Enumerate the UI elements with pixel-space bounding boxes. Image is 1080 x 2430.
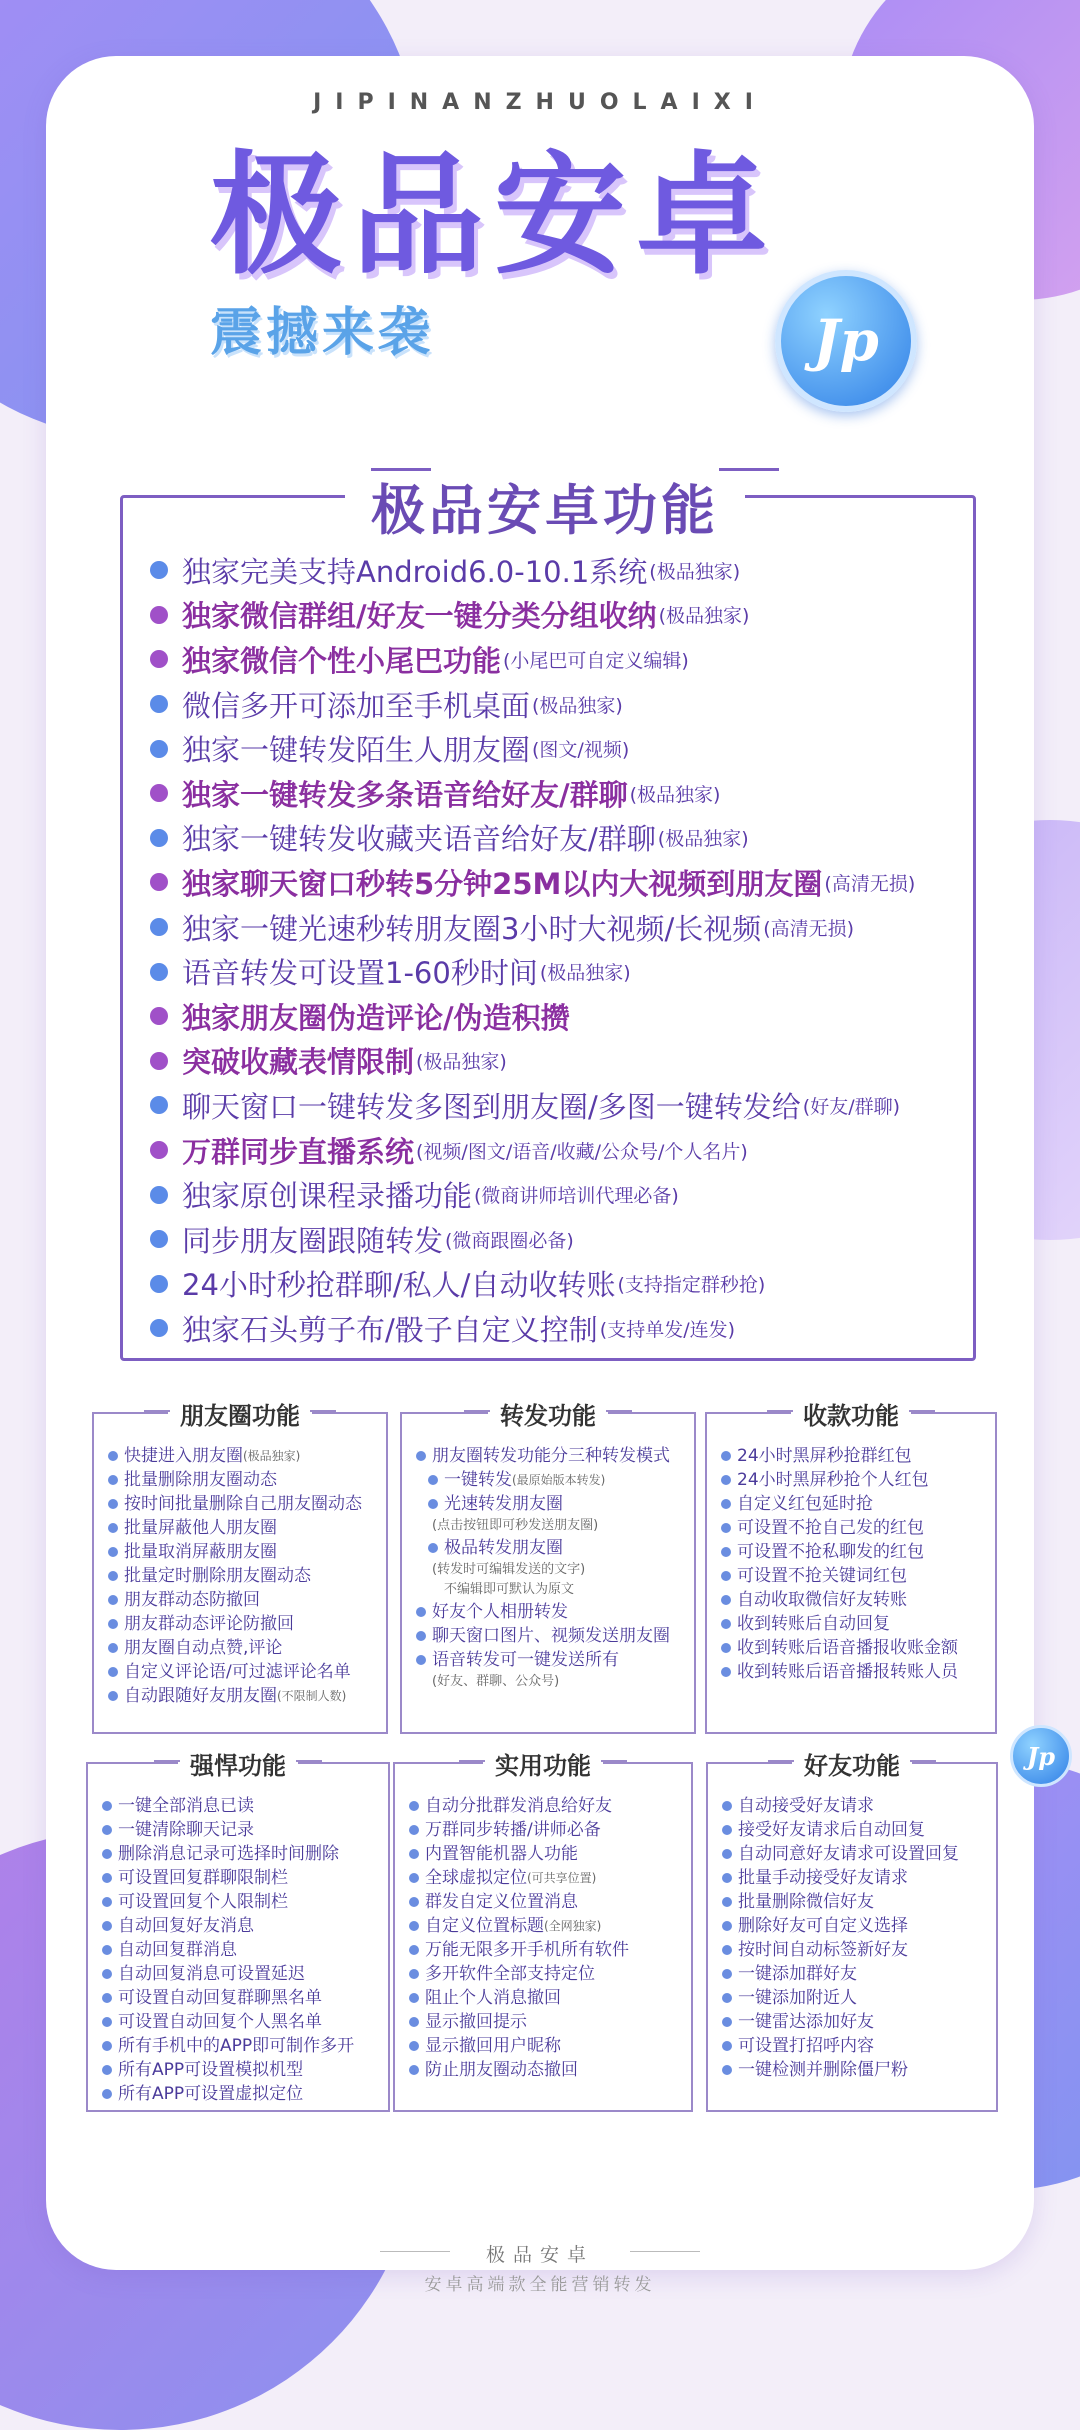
footer-tagline: 安卓高端款全能营销转发 bbox=[424, 2275, 656, 2295]
feature-item bbox=[150, 860, 960, 905]
bullet-icon bbox=[721, 1571, 731, 1581]
panel-forward bbox=[400, 1402, 696, 1734]
list-item: 可设置不抢自己发的红包 bbox=[721, 1516, 987, 1540]
feature-text: 独家一键转发多条语音给好友/群聊 bbox=[182, 777, 628, 812]
list-item: 删除消息记录可选择时间删除 bbox=[102, 1842, 380, 1866]
list-item: 自动回复消息可设置延迟 bbox=[102, 1962, 380, 1986]
list-item: 自动接受好友请求 bbox=[722, 1794, 988, 1818]
panel-moments bbox=[92, 1402, 388, 1734]
feature-note: (微商讲师培训代理必备) bbox=[474, 1185, 679, 1208]
bullet-icon bbox=[150, 561, 168, 579]
feature-text: 独家朋友圈伪造评论/伪造积攒 bbox=[182, 1000, 570, 1035]
bullet-icon bbox=[722, 1825, 732, 1835]
feature-text: 同步朋友圈跟随转发 bbox=[182, 1223, 444, 1258]
list-item: 可设置自动回复个人黑名单 bbox=[102, 2010, 380, 2034]
list-item: 语音转发可一键发送所有 bbox=[416, 1648, 686, 1672]
bullet-icon bbox=[150, 606, 168, 624]
feature-item bbox=[150, 548, 960, 593]
bullet-icon bbox=[416, 1631, 426, 1641]
list-item: 阻止个人消息撤回 bbox=[409, 1986, 683, 2010]
feature-text: 万群同步直播系统 bbox=[182, 1134, 415, 1169]
bullet-icon bbox=[722, 2017, 732, 2027]
page-title: 极品安卓 bbox=[210, 139, 778, 293]
bullet-icon bbox=[428, 1475, 438, 1485]
list-item: 一键添加群好友 bbox=[722, 1962, 988, 1986]
list-item: 接受好友请求后自动回复 bbox=[722, 1818, 988, 1842]
list-note: (好友、群聊、公众号) bbox=[432, 1674, 560, 1689]
bullet-icon bbox=[721, 1643, 731, 1653]
list-item: 一键检测并删除僵尸粉 bbox=[722, 2058, 988, 2082]
bullet-icon bbox=[102, 1801, 112, 1811]
feature-note: (小尾巴可自定义编辑) bbox=[503, 649, 689, 672]
bullet-icon bbox=[409, 1897, 419, 1907]
panel-power-list bbox=[102, 1794, 380, 2106]
feature-note: (极品独家) bbox=[629, 783, 721, 806]
feature-note: (支持单发/连发) bbox=[599, 1318, 736, 1341]
list-item: 删除好友可自定义选择 bbox=[722, 1914, 988, 1938]
list-item: 批量取消屏蔽朋友圈 bbox=[108, 1540, 378, 1564]
panel-friends-list bbox=[722, 1794, 988, 2082]
feature-item bbox=[150, 905, 960, 950]
bullet-icon bbox=[416, 1655, 426, 1665]
bullet-icon bbox=[150, 1230, 168, 1248]
list-item: 自动跟随好友朋友圈 (不限制人数) bbox=[108, 1684, 378, 1708]
feature-item bbox=[150, 1262, 960, 1307]
feature-note: (好友/群聊) bbox=[802, 1095, 901, 1118]
bullet-icon bbox=[721, 1547, 731, 1557]
feature-text: 突破收藏表情限制 bbox=[182, 1045, 415, 1080]
bullet-icon bbox=[722, 1993, 732, 2003]
list-item: 自定义评论语/可过滤评论名单 bbox=[108, 1660, 378, 1684]
list-item: 24小时黑屏秒抢个人红包 bbox=[721, 1468, 987, 1492]
main-feature-heading: 极品安卓功能 bbox=[345, 468, 745, 536]
list-item: 可设置不抢私聊发的红包 bbox=[721, 1540, 987, 1564]
feature-item bbox=[150, 1083, 960, 1128]
feature-note: (高清无损) bbox=[824, 872, 916, 895]
list-item: 批量删除朋友圈动态 bbox=[108, 1468, 378, 1492]
feature-text: 独家微信群组/好友一键分类分组收纳 bbox=[182, 599, 657, 634]
panel-practical bbox=[393, 1752, 693, 2112]
feature-note: (极品独家) bbox=[649, 560, 741, 583]
list-item: 好友个人相册转发 bbox=[416, 1600, 686, 1624]
feature-text: 微信多开可添加至手机桌面 bbox=[182, 688, 531, 723]
feature-text: 独家微信个性小尾巴功能 bbox=[182, 643, 502, 678]
list-item: 按时间批量删除自己朋友圈动态 bbox=[108, 1492, 378, 1516]
list-item: 24小时黑屏秒抢群红包 bbox=[721, 1444, 987, 1468]
list-item: 朋友群动态评论防撤回 bbox=[108, 1612, 378, 1636]
bullet-icon bbox=[409, 1873, 419, 1883]
list-item: 批量屏蔽他人朋友圈 bbox=[108, 1516, 378, 1540]
list-item: 所有APP可设置模拟机型 bbox=[102, 2058, 380, 2082]
bullet-icon bbox=[102, 1945, 112, 1955]
bullet-icon bbox=[108, 1667, 118, 1677]
bullet-icon bbox=[409, 1921, 419, 1931]
feature-item bbox=[150, 1306, 960, 1351]
bullet-icon bbox=[150, 1096, 168, 1114]
bullet-icon bbox=[409, 1993, 419, 2003]
list-item: 一键雷达添加好友 bbox=[722, 2010, 988, 2034]
list-item: 批量定时删除朋友圈动态 bbox=[108, 1564, 378, 1588]
bullet-icon bbox=[721, 1523, 731, 1533]
feature-item bbox=[150, 1217, 960, 1262]
bullet-icon bbox=[150, 963, 168, 981]
panel-payment-list bbox=[721, 1444, 987, 1684]
bullet-icon bbox=[722, 2041, 732, 2051]
list-item: 聊天窗口图片、视频发送朋友圈 bbox=[416, 1624, 686, 1648]
bullet-icon bbox=[721, 1619, 731, 1629]
list-item: 可设置自动回复群聊黑名单 bbox=[102, 1986, 380, 2010]
bullet-icon bbox=[150, 918, 168, 936]
list-note: 不编辑即可默认为原文 bbox=[444, 1582, 575, 1597]
list-item: 防止朋友圈动态撤回 bbox=[409, 2058, 683, 2082]
bullet-icon bbox=[409, 1825, 419, 1835]
list-item: 朋友圈自动点赞,评论 bbox=[108, 1636, 378, 1660]
feature-note: (高清无损) bbox=[763, 917, 855, 940]
feature-note: (极品独家) bbox=[539, 962, 631, 985]
feature-item bbox=[150, 726, 960, 771]
panel-forward-list bbox=[416, 1444, 686, 1692]
bullet-icon bbox=[150, 1275, 168, 1293]
jp-logo-icon: Jp bbox=[775, 270, 917, 412]
list-item: 万群同步转播/讲师必备 bbox=[409, 1818, 683, 1842]
bullet-icon bbox=[102, 1969, 112, 1979]
list-item: 全球虚拟定位 (可共享位置) bbox=[409, 1866, 683, 1890]
bullet-icon bbox=[150, 829, 168, 847]
feature-note: (极品独家) bbox=[657, 828, 749, 851]
jp-small-logo-icon: Jp bbox=[1010, 1725, 1072, 1787]
feature-text: 24小时秒抢群聊/私人/自动收转账 bbox=[182, 1268, 616, 1303]
list-item: 显示撤回用户昵称 bbox=[409, 2034, 683, 2058]
bullet-icon bbox=[108, 1499, 118, 1509]
list-item: 朋友圈转发功能分三种转发模式 bbox=[416, 1444, 686, 1468]
feature-item bbox=[150, 816, 960, 861]
list-item: 所有手机中的APP即可制作多开 bbox=[102, 2034, 380, 2058]
list-item: 一键添加附近人 bbox=[722, 1986, 988, 2010]
list-item: 一键清除聊天记录 bbox=[102, 1818, 380, 1842]
feature-note: (视频/图文/语音/收藏/公众号/个人名片) bbox=[416, 1140, 748, 1163]
bullet-icon bbox=[416, 1607, 426, 1617]
list-item: 批量手动接受好友请求 bbox=[722, 1866, 988, 1890]
feature-item bbox=[150, 682, 960, 727]
bullet-icon bbox=[102, 1825, 112, 1835]
bullet-icon bbox=[722, 1921, 732, 1931]
feature-text: 聊天窗口一键转发多图到朋友圈/多图一键转发给 bbox=[182, 1089, 801, 1124]
feature-item bbox=[150, 994, 960, 1039]
panel-payment-title: 收款功能 bbox=[791, 1396, 911, 1431]
feature-note: (极品独家) bbox=[658, 605, 750, 628]
feature-text: 独家一键转发陌生人朋友圈 bbox=[182, 733, 531, 768]
bullet-icon bbox=[409, 1945, 419, 1955]
bullet-icon bbox=[108, 1571, 118, 1581]
bullet-icon bbox=[102, 2041, 112, 2051]
bullet-icon bbox=[150, 1319, 168, 1337]
bullet-icon bbox=[721, 1475, 731, 1485]
list-item: 可设置回复群聊限制栏 bbox=[102, 1866, 380, 1890]
bullet-icon bbox=[150, 1007, 168, 1025]
list-item: 显示撤回提示 bbox=[409, 2010, 683, 2034]
bullet-icon bbox=[150, 784, 168, 802]
bullet-icon bbox=[102, 2017, 112, 2027]
list-item: 自动收取微信好友转账 bbox=[721, 1588, 987, 1612]
list-item: 快捷进入朋友圈 (极品独家) bbox=[108, 1444, 378, 1468]
panel-practical-title: 实用功能 bbox=[483, 1746, 603, 1781]
list-item: 万能无限多开手机所有软件 bbox=[409, 1938, 683, 1962]
bullet-icon bbox=[409, 1849, 419, 1859]
feature-text: 独家原创课程录播功能 bbox=[182, 1179, 473, 1214]
bullet-icon bbox=[722, 1969, 732, 1979]
main-feature-list bbox=[150, 548, 960, 1351]
feature-text: 独家一键光速秒转朋友圈3小时大视频/长视频 bbox=[182, 911, 762, 946]
bullet-icon bbox=[150, 1186, 168, 1204]
feature-item bbox=[150, 1039, 960, 1084]
bullet-icon bbox=[409, 2041, 419, 2051]
list-item: 内置智能机器人功能 bbox=[409, 1842, 683, 1866]
bullet-icon bbox=[102, 2089, 112, 2099]
bullet-icon bbox=[108, 1547, 118, 1557]
list-item: 多开软件全部支持定位 bbox=[409, 1962, 683, 1986]
panel-power-title: 强悍功能 bbox=[178, 1746, 298, 1781]
list-item: 自动同意好友请求可设置回复 bbox=[722, 1842, 988, 1866]
bullet-icon bbox=[722, 1945, 732, 1955]
feature-note: (极品独家) bbox=[416, 1051, 507, 1074]
bullet-icon bbox=[108, 1619, 118, 1629]
list-item: 极品转发朋友圈 bbox=[416, 1536, 686, 1560]
bullet-icon bbox=[150, 740, 168, 758]
list-item: 批量删除微信好友 bbox=[722, 1890, 988, 1914]
bullet-icon bbox=[721, 1499, 731, 1509]
bullet-icon bbox=[102, 1921, 112, 1931]
panel-moments-title: 朋友圈功能 bbox=[168, 1396, 312, 1431]
bullet-icon bbox=[150, 1052, 168, 1070]
list-item: 按时间自动标签新好友 bbox=[722, 1938, 988, 1962]
feature-item bbox=[150, 1128, 960, 1173]
bullet-icon bbox=[409, 2017, 419, 2027]
feature-text: 独家聊天窗口秒转5分钟25M以内大视频到朋友圈 bbox=[182, 866, 823, 901]
bullet-icon bbox=[108, 1475, 118, 1485]
bullet-icon bbox=[722, 2065, 732, 2075]
bullet-icon bbox=[150, 695, 168, 713]
panel-moments-list bbox=[108, 1444, 378, 1708]
page-subtitle: 震撼来袭 bbox=[210, 303, 435, 363]
list-item: 群发自定义位置消息 bbox=[409, 1890, 683, 1914]
bullet-icon bbox=[722, 1801, 732, 1811]
panel-payment bbox=[705, 1402, 997, 1734]
list-note: (转发时可编辑发送的文字) bbox=[432, 1562, 586, 1577]
list-item: 一键全部消息已读 bbox=[102, 1794, 380, 1818]
bullet-icon bbox=[416, 1451, 426, 1461]
bullet-icon bbox=[108, 1523, 118, 1533]
bullet-icon bbox=[722, 1873, 732, 1883]
panel-friends bbox=[706, 1752, 998, 2112]
bullet-icon bbox=[102, 1993, 112, 2003]
panel-friends-title: 好友功能 bbox=[792, 1746, 912, 1781]
list-item: 自定义红包延时抢 bbox=[721, 1492, 987, 1516]
list-item: 自动回复群消息 bbox=[102, 1938, 380, 1962]
feature-note: (支持指定群秒抢) bbox=[617, 1274, 766, 1297]
panel-forward-title: 转发功能 bbox=[488, 1396, 608, 1431]
list-item: 一键转发 (最原始版本转发) bbox=[416, 1468, 686, 1492]
bullet-icon bbox=[721, 1667, 731, 1677]
bullet-icon bbox=[150, 1141, 168, 1159]
bullet-icon bbox=[722, 1897, 732, 1907]
bullet-icon bbox=[108, 1595, 118, 1605]
footer-brand: 极品安卓 bbox=[485, 2244, 594, 2266]
panel-practical-list bbox=[409, 1794, 683, 2082]
feature-item bbox=[150, 771, 960, 816]
feature-note: (极品独家) bbox=[532, 694, 623, 717]
feature-item bbox=[150, 949, 960, 994]
bullet-icon bbox=[409, 1969, 419, 1979]
bullet-icon bbox=[409, 2065, 419, 2075]
list-item: 收到转账后语音播报收账金额 bbox=[721, 1636, 987, 1660]
list-item: 自动回复好友消息 bbox=[102, 1914, 380, 1938]
list-item: 收到转账后语音播报转账人员 bbox=[721, 1660, 987, 1684]
list-item: 自动分批群发消息给好友 bbox=[409, 1794, 683, 1818]
bullet-icon bbox=[108, 1643, 118, 1653]
panel-power bbox=[86, 1752, 390, 2112]
feature-item bbox=[150, 637, 960, 682]
list-item: 光速转发朋友圈 bbox=[416, 1492, 686, 1516]
list-item: 可设置不抢关键词红包 bbox=[721, 1564, 987, 1588]
bullet-icon bbox=[721, 1595, 731, 1605]
bullet-icon bbox=[108, 1451, 118, 1461]
feature-text: 独家完美支持Android6.0-10.1系统 bbox=[182, 554, 648, 589]
list-note: (点击按钮即可秒发送朋友圈) bbox=[432, 1518, 599, 1533]
feature-text: 独家石头剪子布/骰子自定义控制 bbox=[182, 1312, 598, 1347]
list-item: 收到转账后自动回复 bbox=[721, 1612, 987, 1636]
bullet-icon bbox=[108, 1691, 118, 1701]
list-item: 可设置打招呼内容 bbox=[722, 2034, 988, 2058]
bullet-icon bbox=[102, 1873, 112, 1883]
bullet-icon bbox=[409, 1801, 419, 1811]
list-item: 所有APP可设置虚拟定位 bbox=[102, 2082, 380, 2106]
bullet-icon bbox=[102, 1849, 112, 1859]
bullet-icon bbox=[721, 1451, 731, 1461]
feature-item bbox=[150, 1172, 960, 1217]
bullet-icon bbox=[102, 1897, 112, 1907]
list-item: 自定义位置标题 (全网独家) bbox=[409, 1914, 683, 1938]
bullet-icon bbox=[428, 1543, 438, 1553]
feature-note: (图文/视频) bbox=[532, 739, 630, 762]
bullet-icon bbox=[428, 1499, 438, 1509]
bullet-icon bbox=[150, 873, 168, 891]
bullet-icon bbox=[722, 1849, 732, 1859]
feature-note: (微商跟圈必备) bbox=[445, 1229, 574, 1252]
feature-item bbox=[150, 593, 960, 638]
feature-text: 独家一键转发收藏夹语音给好友/群聊 bbox=[182, 822, 656, 857]
bullet-icon bbox=[102, 2065, 112, 2075]
list-item: 可设置回复个人限制栏 bbox=[102, 1890, 380, 1914]
list-item: 朋友群动态防撤回 bbox=[108, 1588, 378, 1612]
header-pinyin: JIPINANZHUOLAIXI bbox=[313, 90, 767, 115]
bullet-icon bbox=[150, 650, 168, 668]
feature-text: 语音转发可设置1-60秒时间 bbox=[182, 956, 538, 991]
